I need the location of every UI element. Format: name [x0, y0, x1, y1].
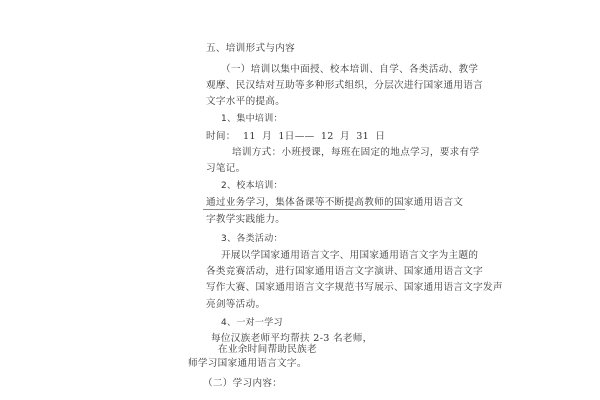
item-2-title: 2、校本培训： — [221, 181, 283, 192]
item-4-line-2: 在业余时间帮助民族老 — [218, 344, 317, 356]
item-1-method-line-2: 习笔记。 — [206, 163, 246, 175]
item-4-line-1: 每位汉族老师平均帮扶 2-3 名老师， — [211, 332, 373, 344]
underline-rule — [203, 209, 405, 210]
item-3-line-4: 亮剑等活动。 — [206, 298, 266, 310]
item-1-title: 1、集中培训： — [221, 113, 283, 124]
item-3-title: 3、各类活动： — [221, 233, 283, 244]
section-heading: 五、培训形式与内容 — [206, 43, 296, 54]
subsection-1-line-3: 文字水平的提高。 — [206, 96, 286, 108]
subsection-2-title: （二）学习内容： — [203, 378, 283, 389]
item-3-line-3: 写作大赛、国家通用语言文字规范书写展示、国家通用语言文字发声 — [206, 282, 503, 294]
item-1-time-value: 11 月 1日—— 12 月 31 日 — [243, 130, 386, 142]
subsection-1-line-1: （一）培训以集中面授、校本培训、自学、各类活动、教学 — [221, 63, 479, 75]
item-2-line-2: 字教学实践能力。 — [206, 213, 286, 225]
item-4-title: 4、一对一学习 — [221, 318, 283, 329]
subsection-1-line-2: 观摩、民汉结对互助等多种形式组织，分层次进行国家通用语言 — [206, 79, 484, 91]
item-1-method-line-1: 培训方式：小班授课，每班在固定的地点学习，要求有学 — [232, 147, 480, 159]
item-1-time-label: 时间： — [206, 130, 236, 142]
item-3-line-1: 开展以学国家通用语言文字、用国家通用语言文字为主题的 — [221, 250, 479, 262]
item-3-line-2: 各类竞赛活动，进行国家通用语言文字演讲、国家通用语言文字 — [206, 265, 484, 277]
item-4-line-3: 师学习国家通用语言文字。 — [188, 357, 307, 369]
item-2-line-1: 通过业务学习，集体备课等不断提高教师的国家通用语言文 — [206, 197, 464, 208]
